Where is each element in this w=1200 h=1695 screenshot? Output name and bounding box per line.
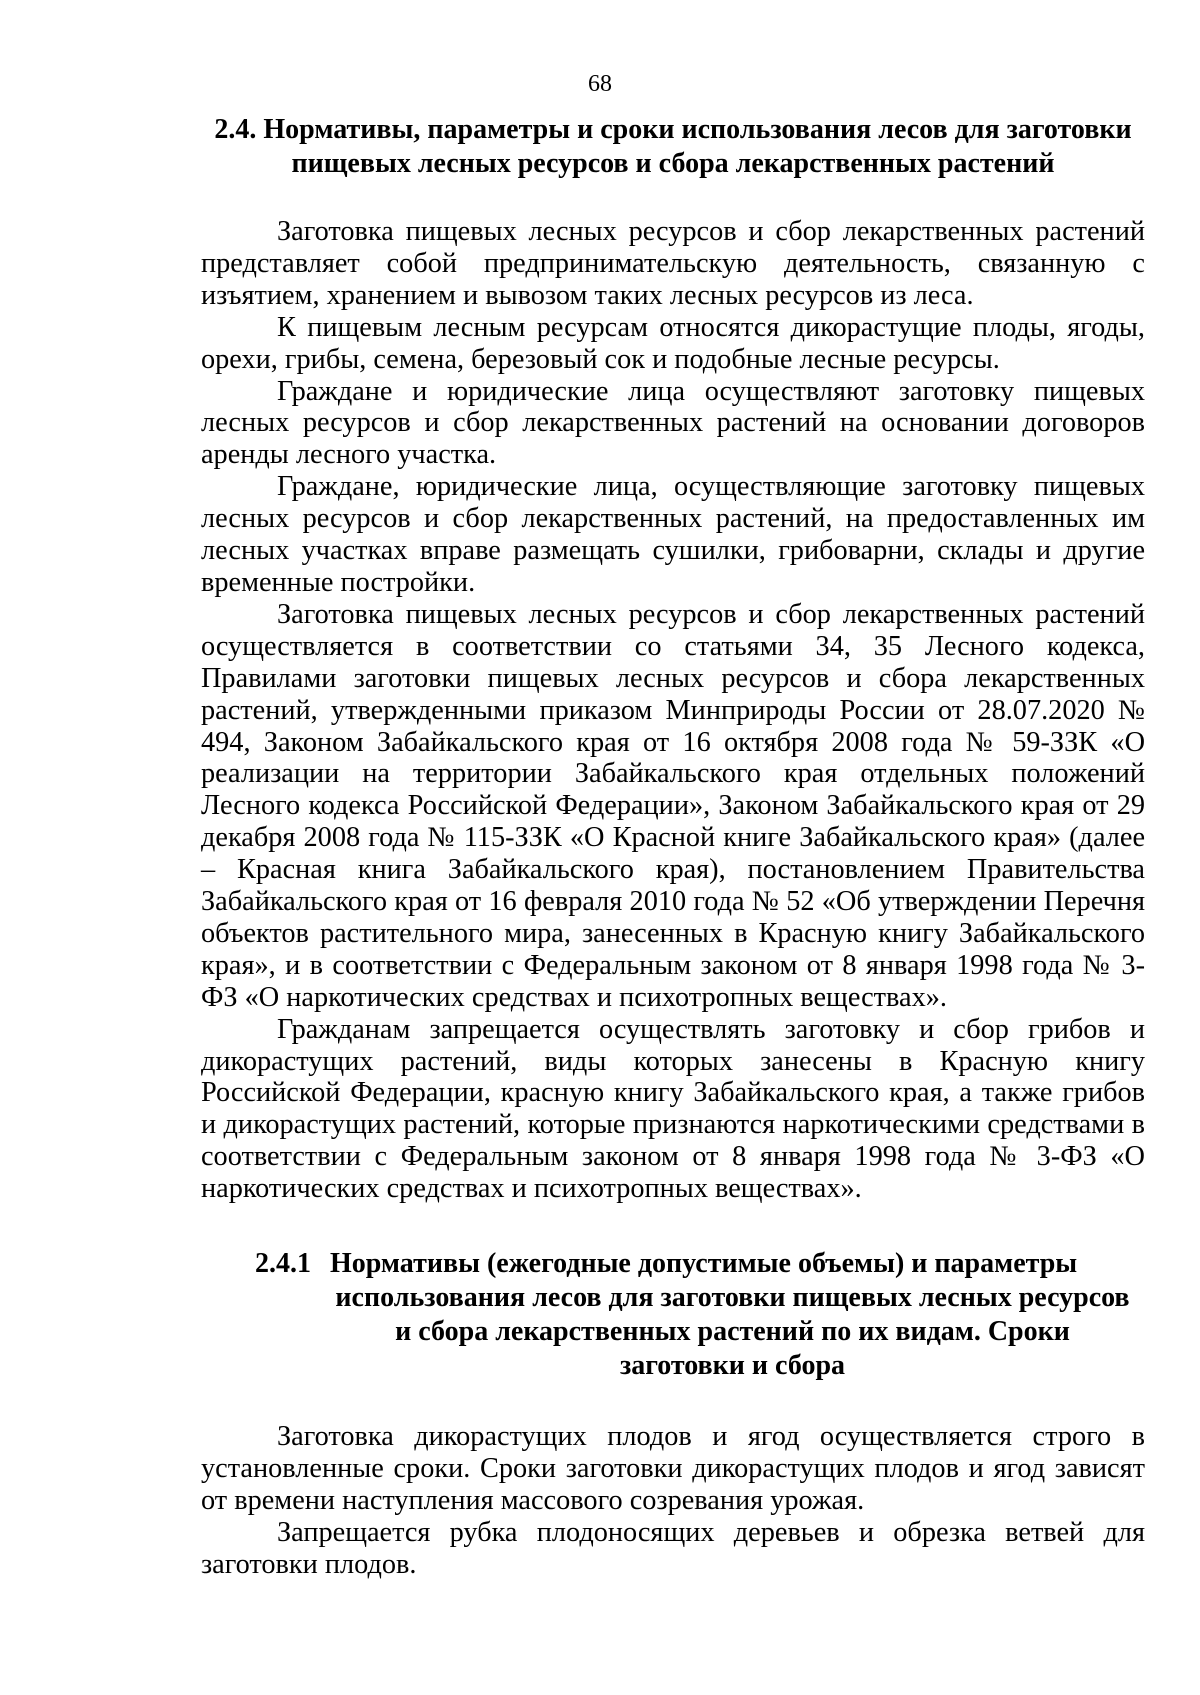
document-body	[201, 113, 1145, 1581]
subsection-heading	[255, 1247, 1135, 1383]
paragraph: Запрещается рубка плодоносящих деревьев и обрезка ветвей для заготовки плодов.	[201, 1516, 1145, 1580]
subsection-heading-rest: использования лесов для заготовки пищевых лесных ресурсов и сбора лекарственных растений по их видам. Сроки заготовки и сбора	[335, 1282, 1130, 1382]
subsection-heading-first-text: Нормативы (ежегодные допустимые объемы) и параметры	[330, 1248, 1078, 1280]
page-number: 68	[588, 71, 612, 97]
subsection-paragraphs	[201, 1421, 1145, 1581]
paragraph: Граждане, юридические лица, осуществляющие заготовку пищевых лесных ресурсов и сбор лекарственных растений, на предоставленных им лесных участках вправе размещать сушилки, грибоварни, склады и другие временные постройки.	[201, 471, 1145, 598]
paragraph: Гражданам запрещается осуществлять заготовку и сбор грибов и дикорастущих растений, виды которых занесены в Красную книгу Российской Федерации, красную книгу Забайкальского края, а также грибов и дикорастущих растений, которые признаются наркотическими средствами в соответствии с Федеральным законом от 8 января 1998 года № 3-ФЗ «О наркотических средствах и психотропных веществах».	[201, 1013, 1145, 1205]
section-heading-line-1: 2.4. Нормативы, параметры и сроки использования лесов для заготовки	[214, 114, 1132, 145]
paragraph: К пищевым лесным ресурсам относятся дикорастущие плоды, ягоды, орехи, грибы, семена, березовый сок и подобные лесные ресурсы.	[201, 311, 1145, 375]
subsection-heading-first-line	[255, 1247, 1135, 1281]
paragraph: Заготовка дикорастущих плодов и ягод осуществляется строго в установленные сроки. Сроки заготовки дикорастущих плодов и ягод зависят от времени наступления массового созревания урожая.	[201, 1421, 1145, 1516]
section-heading-line-2: пищевых лесных ресурсов и сбора лекарственных растений	[291, 148, 1055, 179]
paragraph: Заготовка пищевых лесных ресурсов и сбор лекарственных растений представляет собой предпринимательскую деятельность, связанную с изъятием, хранением и вывозом таких лесных ресурсов из леса.	[201, 216, 1145, 311]
paragraph: Граждане и юридические лица осуществляют заготовку пищевых лесных ресурсов и сбор лекарственных растений на основании договоров аренды лесного участка.	[201, 375, 1145, 471]
section-heading	[201, 113, 1145, 181]
subsection-number: 2.4.1	[255, 1248, 311, 1280]
section-paragraphs	[201, 216, 1145, 1205]
paragraph: Заготовка пищевых лесных ресурсов и сбор лекарственных растений осуществляется в соответствии со статьями 34, 35 Лесного кодекса, Правилами заготовки пищевых лесных ресурсов и сбора лекарственных растений, утвержденными приказом Минприроды России от 28.07.2020 № 494, Законом Забайкальского края от 16 октября 2008 года № 59-ЗЗК «О реализации на территории Забайкальского края отдельных положений Лесного кодекса Российской Федерации», Законом Забайкальского края от 29 декабря 2008 года № 115-ЗЗК «О Красной книге Забайкальского края» (далее – Красная книга Забайкальского края), постановлением Правительства Забайкальского края от 16 февраля 2010 года № 52 «Об утверждении Перечня объектов растительного мира, занесенных в Красную книгу Забайкальского края», и в соответствии с Федеральным законом от 8 января 1998 года № 3-ФЗ «О наркотических средствах и психотропных веществах».	[201, 598, 1145, 1013]
